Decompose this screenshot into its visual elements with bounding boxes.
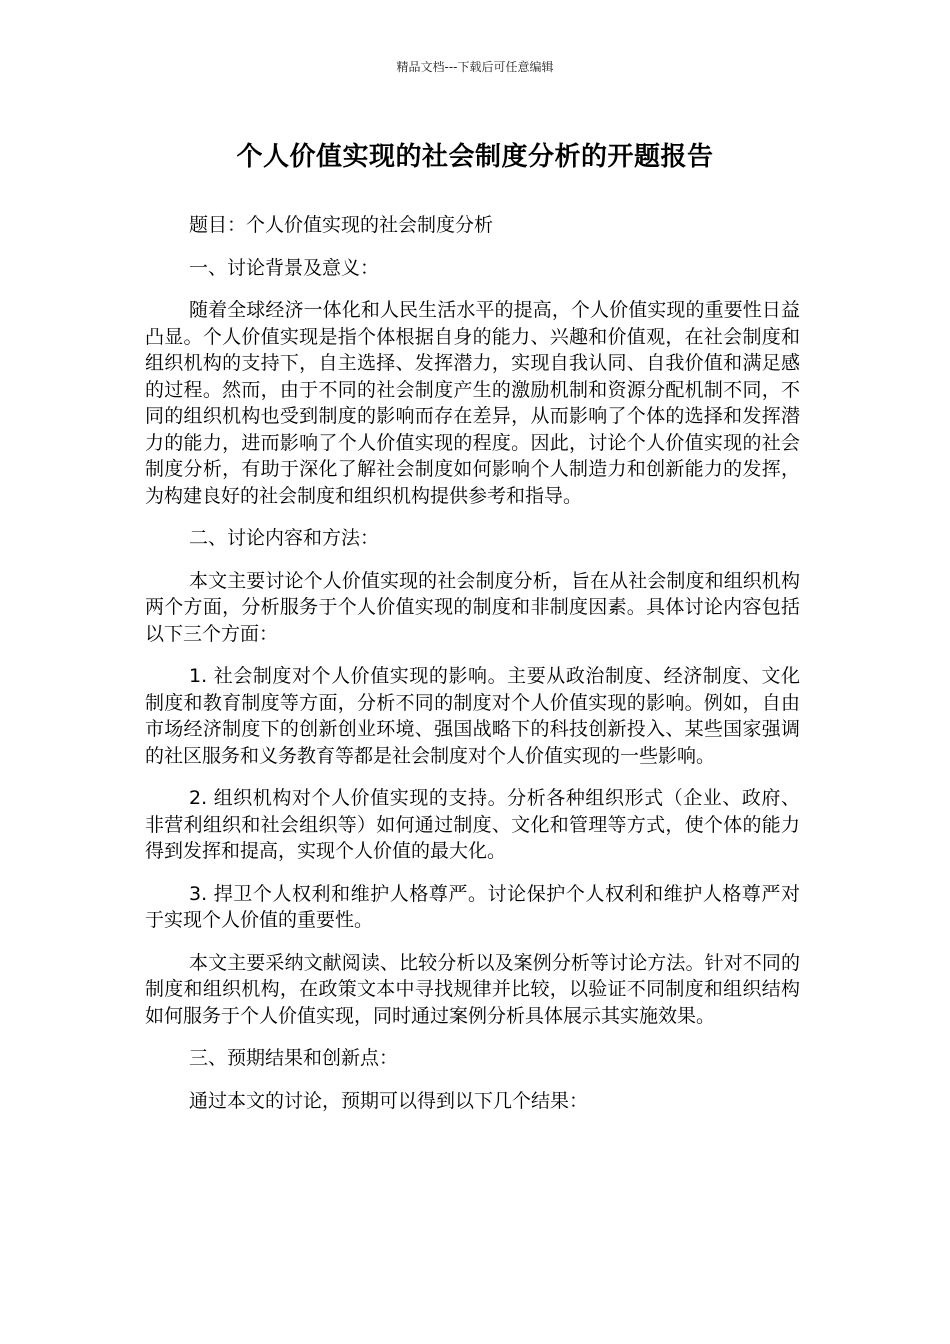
section3-intro: 通过本文的讨论，预期可以得到以下几个结果： xyxy=(189,1089,589,1112)
header-note: 精品文档---下载后可任意编辑 xyxy=(396,60,554,74)
section1-paragraph: 随着全球经济一体化和人民生活水平的提高，个人价值实现的重要性日益凸显。个人价值实现是指个体根据自身的能力、兴趣和价值观，在社会制度和组织机构的支持下，自主选择、发挥潜力，实现自我认同、自我价值和满足感的过程。然而，由于不同的社会制度产生的激励机制和资源分配机制不同，不同的组织机构也受到制度的影响而存在差异，从而影响了个体的选择和发挥潜力的能力，进而影响了个人价值实现的程度。因此，讨论个人价值实现的社会制度分析，有助于深化了解社会制度如何影响个人制造力和创新能力的发挥，为构建良好的社会制度和组织机构提供参考和指导。 xyxy=(145,299,800,507)
list-item-3: 3. 捍卫个人权利和维护人格尊严。讨论保护个人权利和维护人格尊严对于实现个人价值的重要性。 xyxy=(145,882,800,931)
document-body xyxy=(145,212,800,1130)
section3-heading: 三、预期结果和创新点： xyxy=(189,1047,399,1069)
list-item-2: 2. 组织机构对个人价值实现的支持。分析各种组织形式（企业、政府、非营利组织和社会组织等）如何通过制度、文化和管理等方式，使个体的能力得到发挥和提高，实现个人价值的最大化。 xyxy=(145,787,800,862)
section2-heading: 二、讨论内容和方法： xyxy=(189,527,380,549)
document-title: 个人价值实现的社会制度分析的开题报告 xyxy=(236,142,714,172)
section2-method-paragraph: 本文主要采纳文献阅读、比较分析以及案例分析等讨论方法。针对不同的制度和组织机构，在政策文本中寻找规律并比较，以验证不同制度和组织结构如何服务于个人价值实现，同时通过案例分析具体展示其实施效果。 xyxy=(145,951,800,1027)
topic-line: 题目：个人价值实现的社会制度分析 xyxy=(189,214,494,236)
section1-heading: 一、讨论背景及意义： xyxy=(189,256,380,279)
section2-intro-paragraph: 本文主要讨论个人价值实现的社会制度分析，旨在从社会制度和组织机构两个方面，分析服务于个人价值实现的制度和非制度因素。具体讨论内容包括以下三个方面： xyxy=(145,569,800,645)
list-item-1: 1. 社会制度对个人价值实现的影响。主要从政治制度、经济制度、文化制度和教育制度等方面，分析不同的制度对个人价值实现的影响。例如，自由市场经济制度下的创新创业环境、强国战略下的科技创新投入、某些国家强调的社区服务和义务教育等都是社会制度对个人价值实现的一些影响。 xyxy=(145,665,800,767)
